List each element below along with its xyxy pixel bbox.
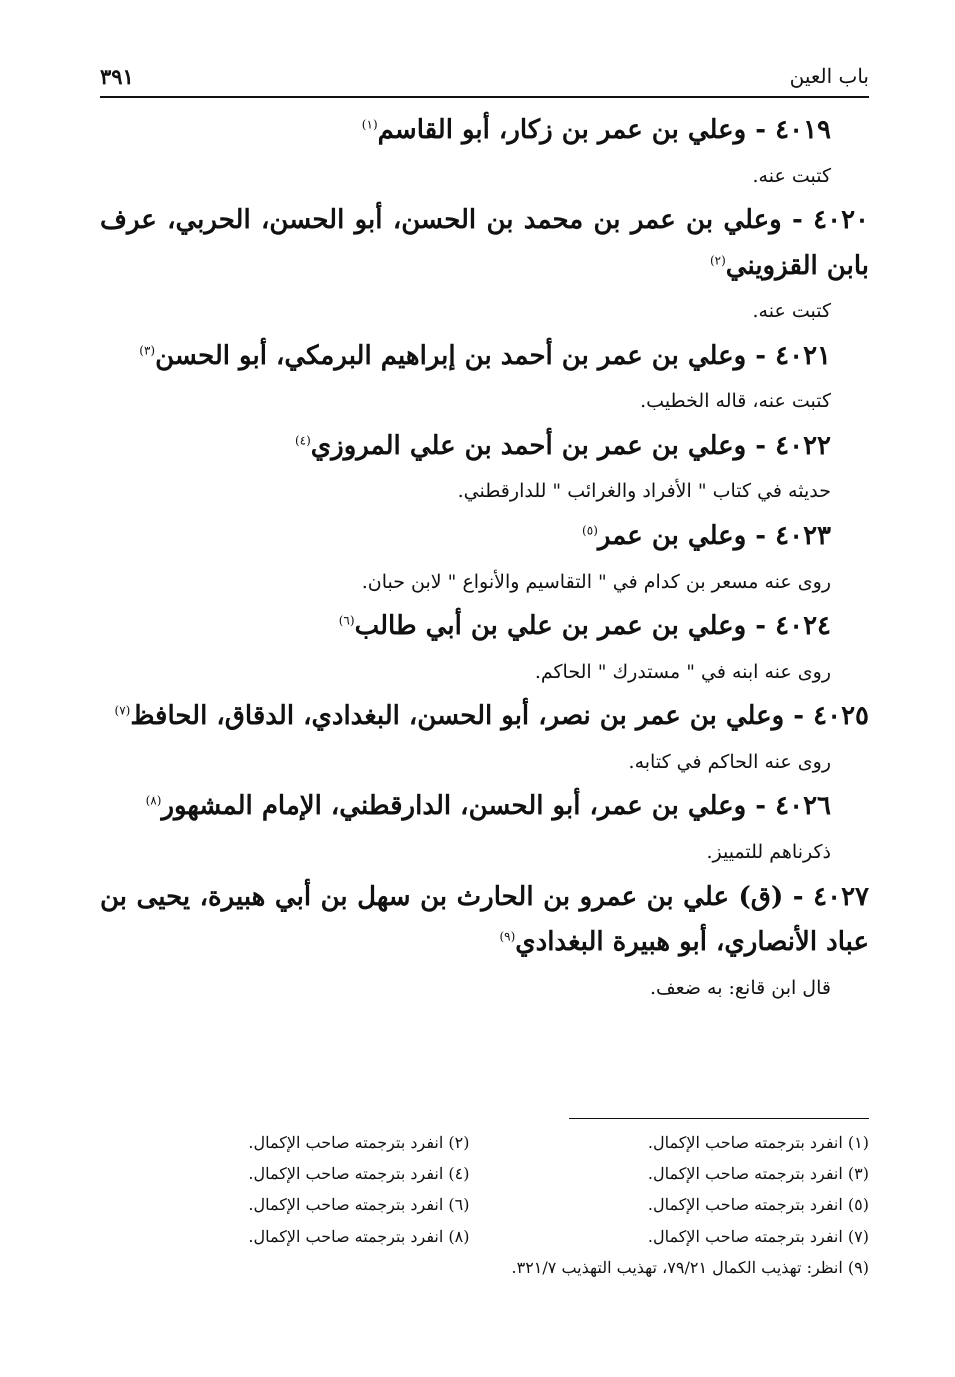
entry-heading: ٤٠٢٧ - (ق) علي بن عمرو بن الحارث بن سهل بن أبي هبيرة، يحيى بن عباد الأنصاري، أبو هبيرة البغدادي$^{(٩)}$ <box>100 881 869 958</box>
footnote: (٣) انفرد بترجمته صاحب الإكمال. <box>647 1164 869 1184</box>
entry <box>100 514 869 604</box>
entry <box>100 784 869 874</box>
entry <box>100 694 869 784</box>
footnote-marker[interactable]: (٦) <box>338 613 355 628</box>
footnote: (٦) انفرد بترجمته صاحب الإكمال. <box>248 1195 470 1215</box>
footnote-marker[interactable]: (٢) <box>709 252 726 267</box>
footnote-divider <box>569 1118 869 1119</box>
entry-text: روى عنه ابنه في " مستدرك " الحاكم. <box>534 660 831 683</box>
entry-text: قال ابن قانع: به ضعف. <box>649 976 831 999</box>
entry-text: حديثه في كتاب " الأفراد والغرائب " للدارقطني. <box>457 480 831 503</box>
entry <box>100 604 869 694</box>
footnote-marker[interactable]: (٩) <box>499 929 516 944</box>
footnote-marker[interactable]: (٧) <box>114 703 131 718</box>
entry <box>100 424 869 514</box>
entry-text: روى عنه مسعر بن كدام في " التقاسيم والأنواع " لابن حبان. <box>361 570 831 593</box>
footnote-marker[interactable]: (٥) <box>582 523 598 538</box>
footnote: (١) انفرد بترجمته صاحب الإكمال. <box>647 1133 869 1152</box>
footnote-marker[interactable]: (٨) <box>145 793 162 808</box>
footnote: (٨) انفرد بترجمته صاحب الإكمال. <box>248 1226 470 1246</box>
entry-heading: ٤٠٢٠ - وعلي بن عمر بن محمد بن الحسن، أبو الحسن، الحربي، عرف بابن القزويني$^{(٢)}$ <box>100 205 869 281</box>
entry-heading: ٤٠٢٣ - وعلي بن عمر$^{(٥)}$ <box>582 521 831 552</box>
entry <box>100 334 869 424</box>
footnote: (٥) انفرد بترجمته صاحب الإكمال. <box>647 1195 869 1215</box>
entry-text: روى عنه الحاكم في كتابه. <box>628 750 831 773</box>
footnote: (٢) انفرد بترجمته صاحب الإكمال. <box>248 1133 470 1152</box>
entry-heading: ٤٠٢٤ - وعلي بن عمر بن علي بن أبي طالب$^{(٦)}$ <box>338 611 831 642</box>
footnote: (٧) انفرد بترجمته صاحب الإكمال. <box>647 1226 869 1246</box>
entry-heading: ٤٠٢٢ - وعلي بن عمر بن أحمد بن علي المروزي$^{(٤)}$ <box>294 430 831 461</box>
entry-heading: ٤٠٢٥ - وعلي بن عمر بن نصر، أبو الحسن، البغدادي، الدقاق، الحافظ$^{(٧)}$ <box>114 701 869 732</box>
entry-heading: ٤٠٢٦ - وعلي بن عمر، أبو الحسن، الدارقطني، الإمام المشهور$^{(٨)}$ <box>145 791 831 822</box>
footnote-marker[interactable]: (٣) <box>139 343 156 358</box>
entry-text: كتبت عنه. <box>752 300 831 323</box>
entry-text: ذكرناهم للتمييز. <box>706 840 831 863</box>
chapter-title: باب العين <box>789 64 869 88</box>
entry-text: كتبت عنه. <box>752 164 831 187</box>
footnote-grid <box>100 1127 869 1252</box>
entry <box>100 198 869 334</box>
entries-body <box>100 108 869 1010</box>
entry <box>100 875 869 1011</box>
footnotes <box>100 1118 869 1283</box>
entry-heading: ٤٠٢١ - وعلي بن عمر بن أحمد بن إبراهيم البرمكي، أبو الحسن$^{(٣)}$ <box>139 340 831 371</box>
footnote: (٩) انظر: تهذيب الكمال ٧٩/٢١، تهذيب التهذيب ٣٢١/٧. <box>511 1257 869 1277</box>
entry-text: كتبت عنه، قاله الخطيب. <box>640 390 831 413</box>
page-number: ٣٩١ <box>100 63 134 89</box>
footnote-marker[interactable]: (١) <box>361 117 378 132</box>
entry <box>100 108 869 198</box>
footnote: (٤) انفرد بترجمته صاحب الإكمال. <box>248 1164 470 1184</box>
entry-heading: ٤٠١٩ - وعلي بن عمر بن زكار، أبو القاسم$^{(١)}$ <box>361 115 831 145</box>
footnote-marker[interactable]: (٤) <box>294 433 311 448</box>
page-header <box>100 56 869 98</box>
